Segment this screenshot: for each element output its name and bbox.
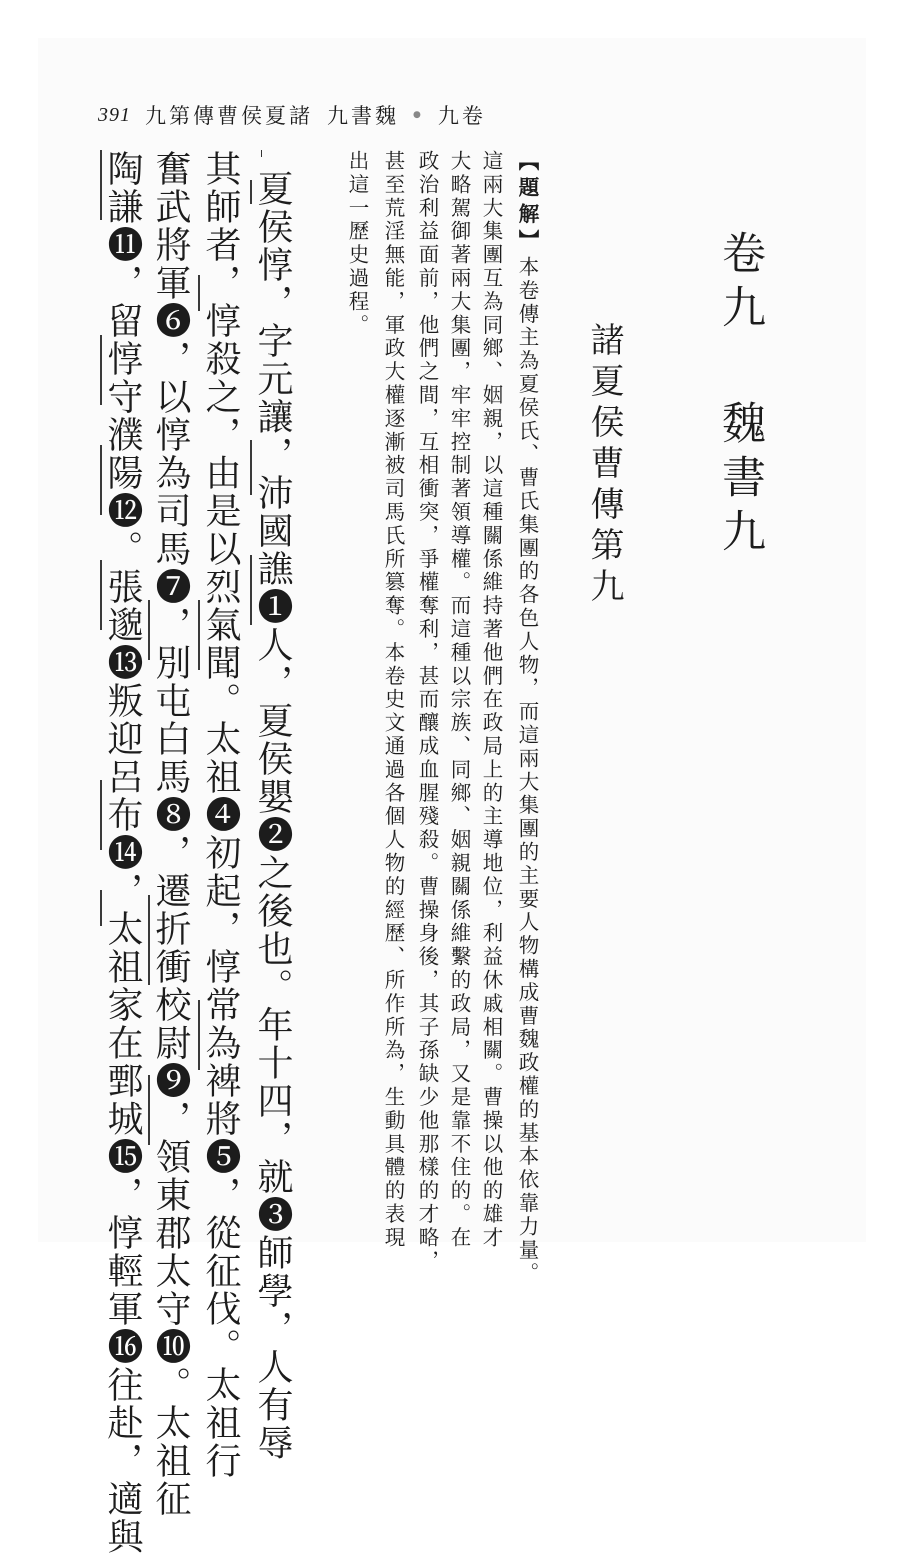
- name-underline: [250, 555, 252, 625]
- intro-line-2: 這兩大集團互為同鄉、姻親，以這種關係維持著他們在政局上的主導地位，利益休戚相關。曹操以他的雄才: [479, 150, 503, 1250]
- name-underline: [250, 440, 252, 495]
- intro-label: 【題解】: [515, 150, 539, 256]
- name-underline: [100, 560, 102, 630]
- volume-heading: 九卷: [437, 104, 486, 128]
- main-text-line-1: 夏侯惇，字元讓，沛國譙❶人，夏侯嬰❷之後也。年十四，就❸師學，人有辱: [252, 170, 293, 1462]
- page-number: 391: [98, 103, 131, 126]
- separator-dot-icon: ●: [413, 110, 424, 120]
- chapter-title: 諸夏侯曹傳第九: [584, 322, 624, 609]
- volume-title: [715, 230, 763, 562]
- name-underline: [100, 150, 102, 220]
- name-underline: [148, 1075, 150, 1145]
- name-underline: [148, 600, 150, 660]
- chapter-heading: 九第傳曹侯夏諸: [145, 104, 313, 128]
- name-underline: [100, 445, 102, 515]
- main-text-line-4: 陶謙⓫，留惇守濮陽⓬。張邈⓭叛迎呂布⓮，太祖家在鄄城⓯，惇輕軍⓰往赴，適與: [102, 150, 143, 1556]
- paragraph-mark: [261, 150, 262, 157]
- name-underline: [100, 890, 102, 926]
- name-underline: [100, 335, 102, 405]
- name-underline: [198, 275, 200, 311]
- name-underline: [198, 600, 200, 670]
- intro-line-6: 出這一歷史過程。: [345, 150, 369, 338]
- volume-title-part2: 魏書九: [714, 400, 765, 562]
- name-underline: [250, 180, 252, 204]
- intro-line-5: 甚至荒淫無能，軍政大權逐漸被司馬氏所篡奪。本卷史文通過各個人物的經歷、所作所為，生動具體的表現: [381, 150, 405, 1250]
- volume-title-part1: 卷九: [714, 230, 765, 338]
- intro-line-3: 大略駕御著兩大集團，牢牢控制著領導權。而這種以宗族、同鄉、姻親關係維繫的政局，又是靠不住的。在: [447, 150, 471, 1250]
- main-text-line-3: 奮武將軍❻，以惇為司馬❼，別屯白馬❽，遷折衝校尉❾，領東郡太守❿。太祖征: [150, 150, 191, 1518]
- intro-line-1: 【題解】本卷傳主為夏侯氏、曹氏集團的各色人物，而這兩大集團的主要人物構成曹魏政權的基本依靠力量。: [515, 150, 539, 1286]
- name-underline: [100, 780, 102, 850]
- name-underline: [148, 895, 150, 985]
- name-underline: [198, 1000, 200, 1070]
- running-header: [98, 100, 486, 130]
- book-heading: 九書魏: [327, 104, 399, 128]
- intro-line-4: 政治利益面前，他們之間，互相衝突，爭權奪利，甚而釀成血腥殘殺。曹操身後，其子孫缺少他那樣的才略，: [415, 150, 439, 1274]
- main-text-line-2: 其師者，惇殺之，由是以烈氣聞。太祖❹初起，惇常為裨將❺，從征伐。太祖行: [200, 150, 241, 1480]
